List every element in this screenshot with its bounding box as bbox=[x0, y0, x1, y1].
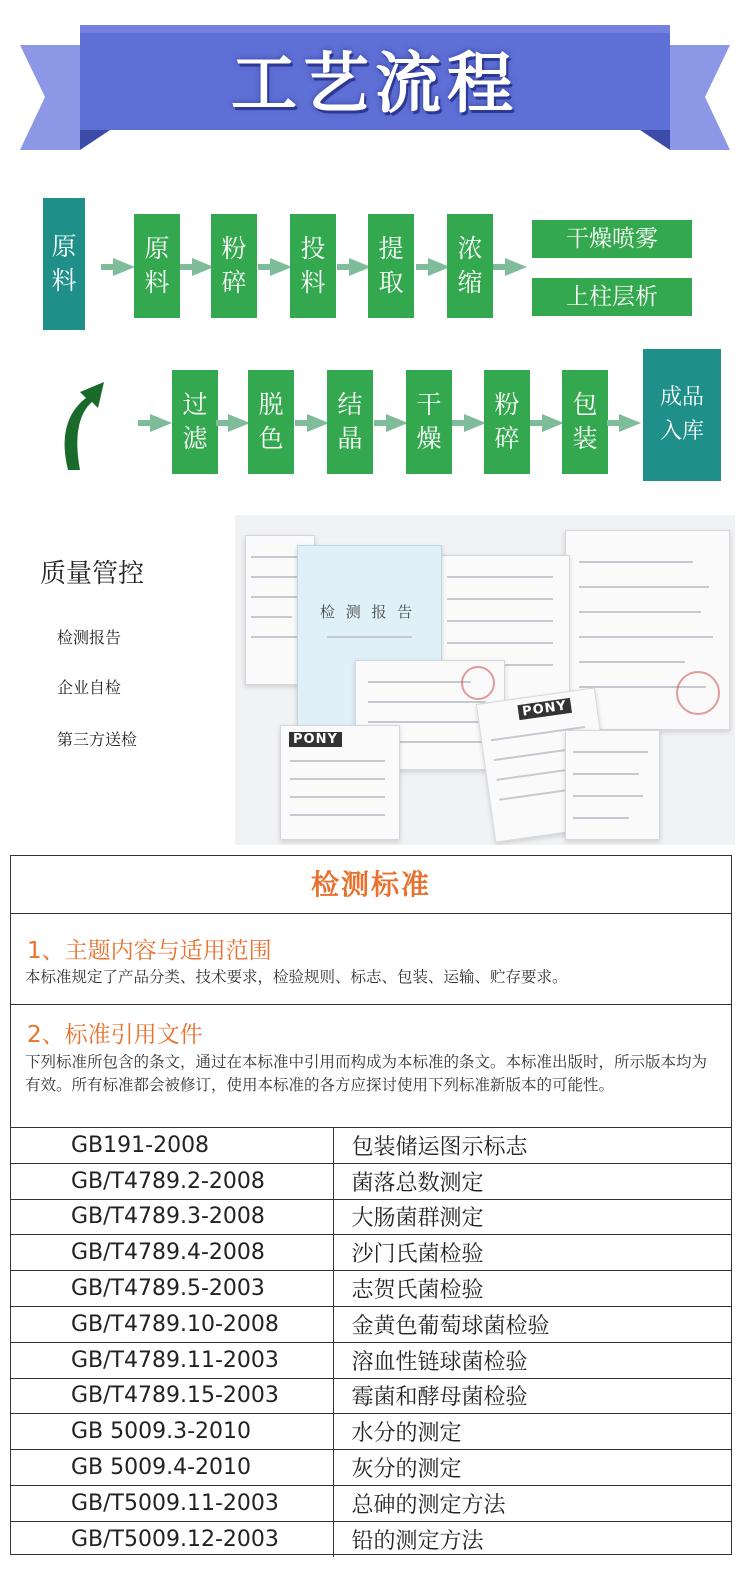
section-divider bbox=[11, 1004, 731, 1005]
standard-name: 水分的测定 bbox=[333, 1414, 731, 1450]
flow-node-raw-material: 原料 bbox=[134, 214, 180, 318]
report-cover-title: 检 测 报 告 bbox=[320, 603, 416, 621]
flow-node-dry: 干燥 bbox=[406, 370, 452, 474]
section2-title: 2、标准引用文件 bbox=[27, 1022, 203, 1048]
banner-title: 工艺流程 bbox=[231, 45, 519, 122]
standards-table bbox=[11, 1127, 731, 1557]
flow-node-crystallize: 结晶 bbox=[327, 370, 373, 474]
standard-name: 志贺氏菌检验 bbox=[333, 1271, 731, 1307]
standard-name: 包装储运图示标志 bbox=[333, 1128, 731, 1164]
quality-title: 质量管控 bbox=[40, 559, 145, 589]
flow-node-grind: 粉碎 bbox=[484, 370, 530, 474]
table-row bbox=[11, 1235, 731, 1271]
flow-arrow bbox=[542, 414, 564, 432]
flow-node-concentrate: 浓缩 bbox=[447, 214, 493, 318]
standard-code: GB/T5009.11-2003 bbox=[11, 1485, 333, 1521]
table-row bbox=[11, 1342, 731, 1378]
flow-node-extract: 提取 bbox=[368, 214, 414, 318]
standard-name: 沙门氏菌检验 bbox=[333, 1235, 731, 1271]
report-collage bbox=[235, 515, 735, 845]
standard-code: GB/T4789.15-2003 bbox=[11, 1378, 333, 1414]
flow-arrow bbox=[270, 258, 292, 276]
flow-arrow bbox=[464, 414, 486, 432]
return-arrow-icon bbox=[58, 368, 108, 472]
flow-node-final-storage: 成品入库 bbox=[643, 349, 721, 481]
standard-code: GB/T4789.10-2008 bbox=[11, 1306, 333, 1342]
flow-arrow bbox=[307, 414, 329, 432]
standard-name: 金黄色葡萄球菌检验 bbox=[333, 1306, 731, 1342]
standard-code: GB/T4789.3-2008 bbox=[11, 1199, 333, 1235]
table-row bbox=[11, 1199, 731, 1235]
banner bbox=[0, 0, 750, 160]
report-page bbox=[565, 730, 660, 840]
flow-arrow bbox=[505, 258, 527, 276]
standard-name: 总砷的测定方法 bbox=[333, 1485, 731, 1521]
standards-panel bbox=[10, 855, 732, 1555]
flow-arrow bbox=[619, 414, 641, 432]
section1-text: 本标准规定了产品分类、技术要求，检验规则、标志、包装、运输、贮存要求。 bbox=[25, 968, 568, 986]
standard-code: GB/T5009.12-2003 bbox=[11, 1521, 333, 1557]
table-row bbox=[11, 1485, 731, 1521]
standard-code: GB/T4789.11-2003 bbox=[11, 1342, 333, 1378]
table-row bbox=[11, 1521, 731, 1557]
flow-node-feed: 投料 bbox=[290, 214, 336, 318]
table-row bbox=[11, 1128, 731, 1164]
table-row bbox=[11, 1450, 731, 1486]
standard-name: 霉菌和酵母菌检验 bbox=[333, 1378, 731, 1414]
brand-label: PONY bbox=[289, 732, 342, 747]
standard-code: GB191-2008 bbox=[11, 1128, 333, 1164]
quality-item-third-party: 第三方送检 bbox=[57, 730, 138, 749]
standard-code: GB/T4789.4-2008 bbox=[11, 1235, 333, 1271]
section1-title: 1、主题内容与适用范围 bbox=[27, 938, 272, 964]
flow-node-decolor: 脱色 bbox=[248, 370, 294, 474]
standard-code: GB/T4789.5-2003 bbox=[11, 1271, 333, 1307]
quality-item-self-check: 企业自检 bbox=[57, 678, 122, 697]
table-row bbox=[11, 1414, 731, 1450]
brand-label: PONY bbox=[517, 698, 571, 720]
flow-node-filter: 过滤 bbox=[172, 370, 218, 474]
standard-name: 溶血性链球菌检验 bbox=[333, 1342, 731, 1378]
flow-arrow bbox=[113, 258, 135, 276]
flow-node-raw-material-start: 原料 bbox=[43, 198, 85, 330]
flow-arrow bbox=[228, 414, 250, 432]
standards-title: 检测标准 bbox=[11, 856, 731, 914]
flow-node-spray-dry: 干燥喷雾 bbox=[532, 220, 692, 258]
standard-code: GB/T4789.2-2008 bbox=[11, 1163, 333, 1199]
flow-arrow bbox=[386, 414, 408, 432]
standard-name: 铅的测定方法 bbox=[333, 1521, 731, 1557]
flow-node-package: 包装 bbox=[562, 370, 608, 474]
table-row bbox=[11, 1271, 731, 1307]
table-row bbox=[11, 1163, 731, 1199]
standard-code: GB 5009.3-2010 bbox=[11, 1414, 333, 1450]
standard-name: 大肠菌群测定 bbox=[333, 1199, 731, 1235]
flow-node-column-chromatography: 上柱层析 bbox=[532, 278, 692, 316]
standard-code: GB 5009.4-2010 bbox=[11, 1450, 333, 1486]
flow-node-crush: 粉碎 bbox=[211, 214, 257, 318]
table-row bbox=[11, 1306, 731, 1342]
flow-arrow bbox=[150, 414, 172, 432]
report-page-pony bbox=[280, 725, 400, 840]
section2-text: 下列标准所包含的条文，通过在本标准中引用而构成为本标准的条文。本标准出版时，所示版本均为有效。所有标准都会被修订，使用本标准的各方应探讨使用下列标准新版本的可能性。 bbox=[25, 1053, 708, 1094]
standard-name: 灰分的测定 bbox=[333, 1450, 731, 1486]
table-row bbox=[11, 1378, 731, 1414]
quality-item-report: 检测报告 bbox=[57, 628, 122, 647]
standard-name: 菌落总数测定 bbox=[333, 1163, 731, 1199]
